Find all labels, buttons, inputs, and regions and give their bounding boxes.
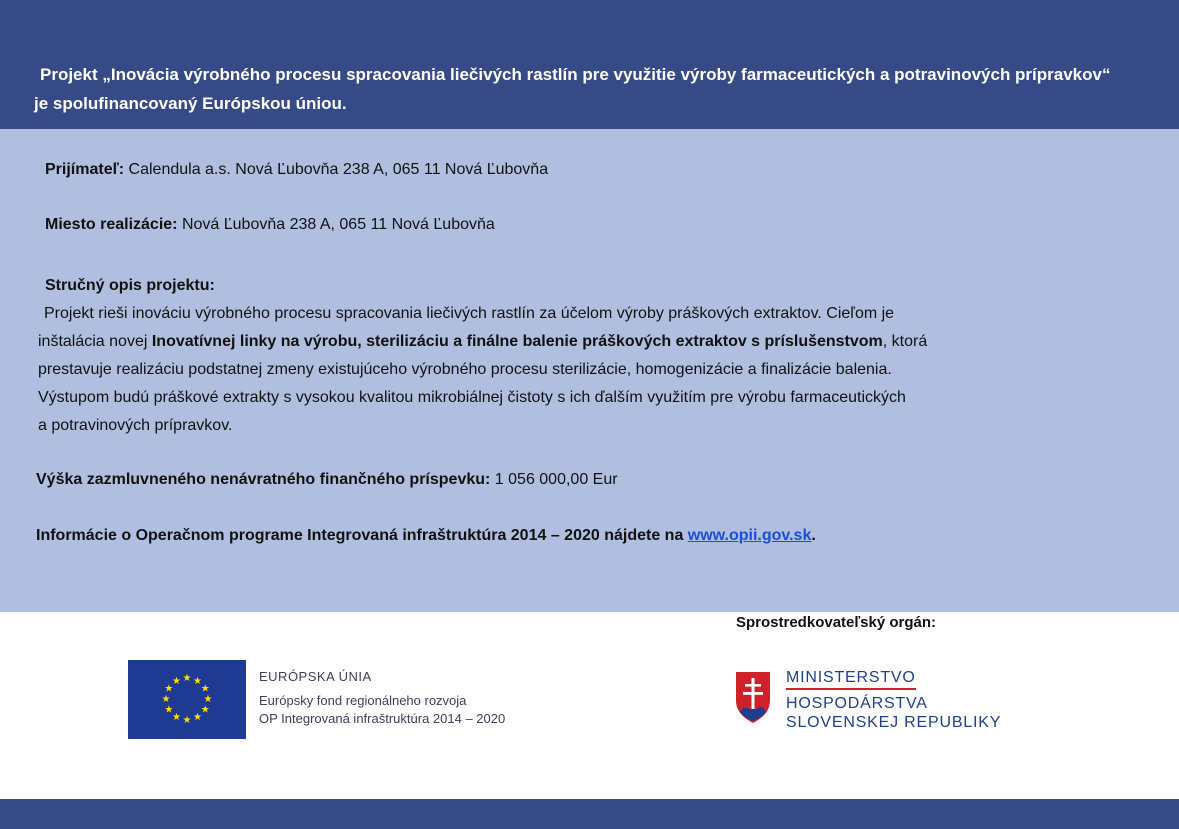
ministry-logo-text xyxy=(786,668,1001,732)
intermediary-label: Sprostredkovateľský orgán: xyxy=(736,614,937,631)
location-label: Miesto realizácie: xyxy=(45,216,178,233)
svg-text:★: ★ xyxy=(164,704,174,716)
project-title xyxy=(34,60,1164,118)
funding-label: Výška zazmluvneného nenávratného finančného príspevku: xyxy=(36,471,491,488)
eu-logo-text xyxy=(259,668,505,728)
project-title-line-2: je spolufinancovaný Európskou úniou. xyxy=(34,94,347,113)
eu-logo-program: OP Integrovaná infraštruktúra 2014 – 2020 xyxy=(259,711,506,726)
description-line-2 xyxy=(38,328,1038,356)
svg-text:★: ★ xyxy=(193,712,202,724)
location-value: Nová Ľubovňa 238 A, 065 11 Nová Ľubovňa xyxy=(181,216,495,233)
ministry-line-2: HOSPODÁRSTVA xyxy=(786,695,928,712)
svg-text:★: ★ xyxy=(172,675,181,687)
eu-flag-icon xyxy=(128,660,246,739)
ministry-line-3: SLOVENSKEJ REPUBLIKY xyxy=(786,714,1002,731)
svg-text:★: ★ xyxy=(200,683,210,695)
svg-text:★: ★ xyxy=(193,675,202,687)
header-banner xyxy=(0,0,1179,129)
info-row xyxy=(36,524,816,548)
svg-text:★: ★ xyxy=(200,704,210,716)
project-description xyxy=(38,300,1038,440)
svg-text:★: ★ xyxy=(182,715,192,726)
description-line-4: Výstupom budú práškové extrakty s vysokou kvalitou mikrobiálnej čistoty s ich ďalším využitím pre výrobu farmaceutických xyxy=(38,389,906,406)
description-line-2-start: inštalácia novej xyxy=(38,333,152,350)
svg-text:★: ★ xyxy=(172,712,181,724)
recipient-label: Prijímateľ: xyxy=(45,161,125,178)
eu-stars-icon xyxy=(128,660,246,739)
info-end: . xyxy=(811,527,816,544)
svg-text:★: ★ xyxy=(203,694,213,705)
funding-row xyxy=(36,468,618,492)
eu-logo-fund: Európsky fond regionálneho rozvoja xyxy=(259,693,467,708)
project-title-line-1: Projekt „Inovácia výrobného procesu spracovania liečivých rastlín pre využitie výroby farmaceutických a potravinových prípravkov“ xyxy=(40,65,1111,84)
slovak-coat-of-arms-icon xyxy=(734,670,772,724)
description-label: Stručný opis projektu: xyxy=(45,277,215,294)
funding-value: 1 056 000,00 Eur xyxy=(494,471,618,488)
description-line-5: a potravinových prípravkov. xyxy=(38,417,233,434)
recipient-row xyxy=(45,158,548,182)
description-line-3: prestavuje realizáciu podstatnej zmeny existujúceho výrobného procesu sterilizácie, homogenizácie a finalizácie balenia. xyxy=(38,361,892,378)
description-line-2-bold: Inovatívnej linky na výrobu, sterilizáciu a finálne balenie práškových extraktov s príslušenstvom xyxy=(151,333,883,350)
recipient-value: Calendula a.s. Nová Ľubovňa 238 A, 065 11 Nová Ľubovňa xyxy=(128,161,549,178)
svg-text:★: ★ xyxy=(161,694,171,705)
footer-bar xyxy=(0,799,1179,829)
location-row xyxy=(45,213,495,237)
info-text: Informácie o Operačnom programe Integrovaná infraštruktúra 2014 – 2020 nájdete na xyxy=(36,527,688,544)
opii-link[interactable]: www.opii.gov.sk xyxy=(687,527,812,544)
eu-logo-title: EURÓPSKA ÚNIA xyxy=(259,669,372,684)
svg-text:★: ★ xyxy=(164,683,174,695)
description-line-2-end: , ktorá xyxy=(882,333,928,350)
ministry-line-1: MINISTERSTVO xyxy=(786,668,916,690)
svg-text:★: ★ xyxy=(182,673,192,684)
description-line-1: Projekt rieši inováciu výrobného procesu spracovania liečivých rastlín za účelom výroby práškových extraktov. Cieľom je xyxy=(44,305,895,322)
